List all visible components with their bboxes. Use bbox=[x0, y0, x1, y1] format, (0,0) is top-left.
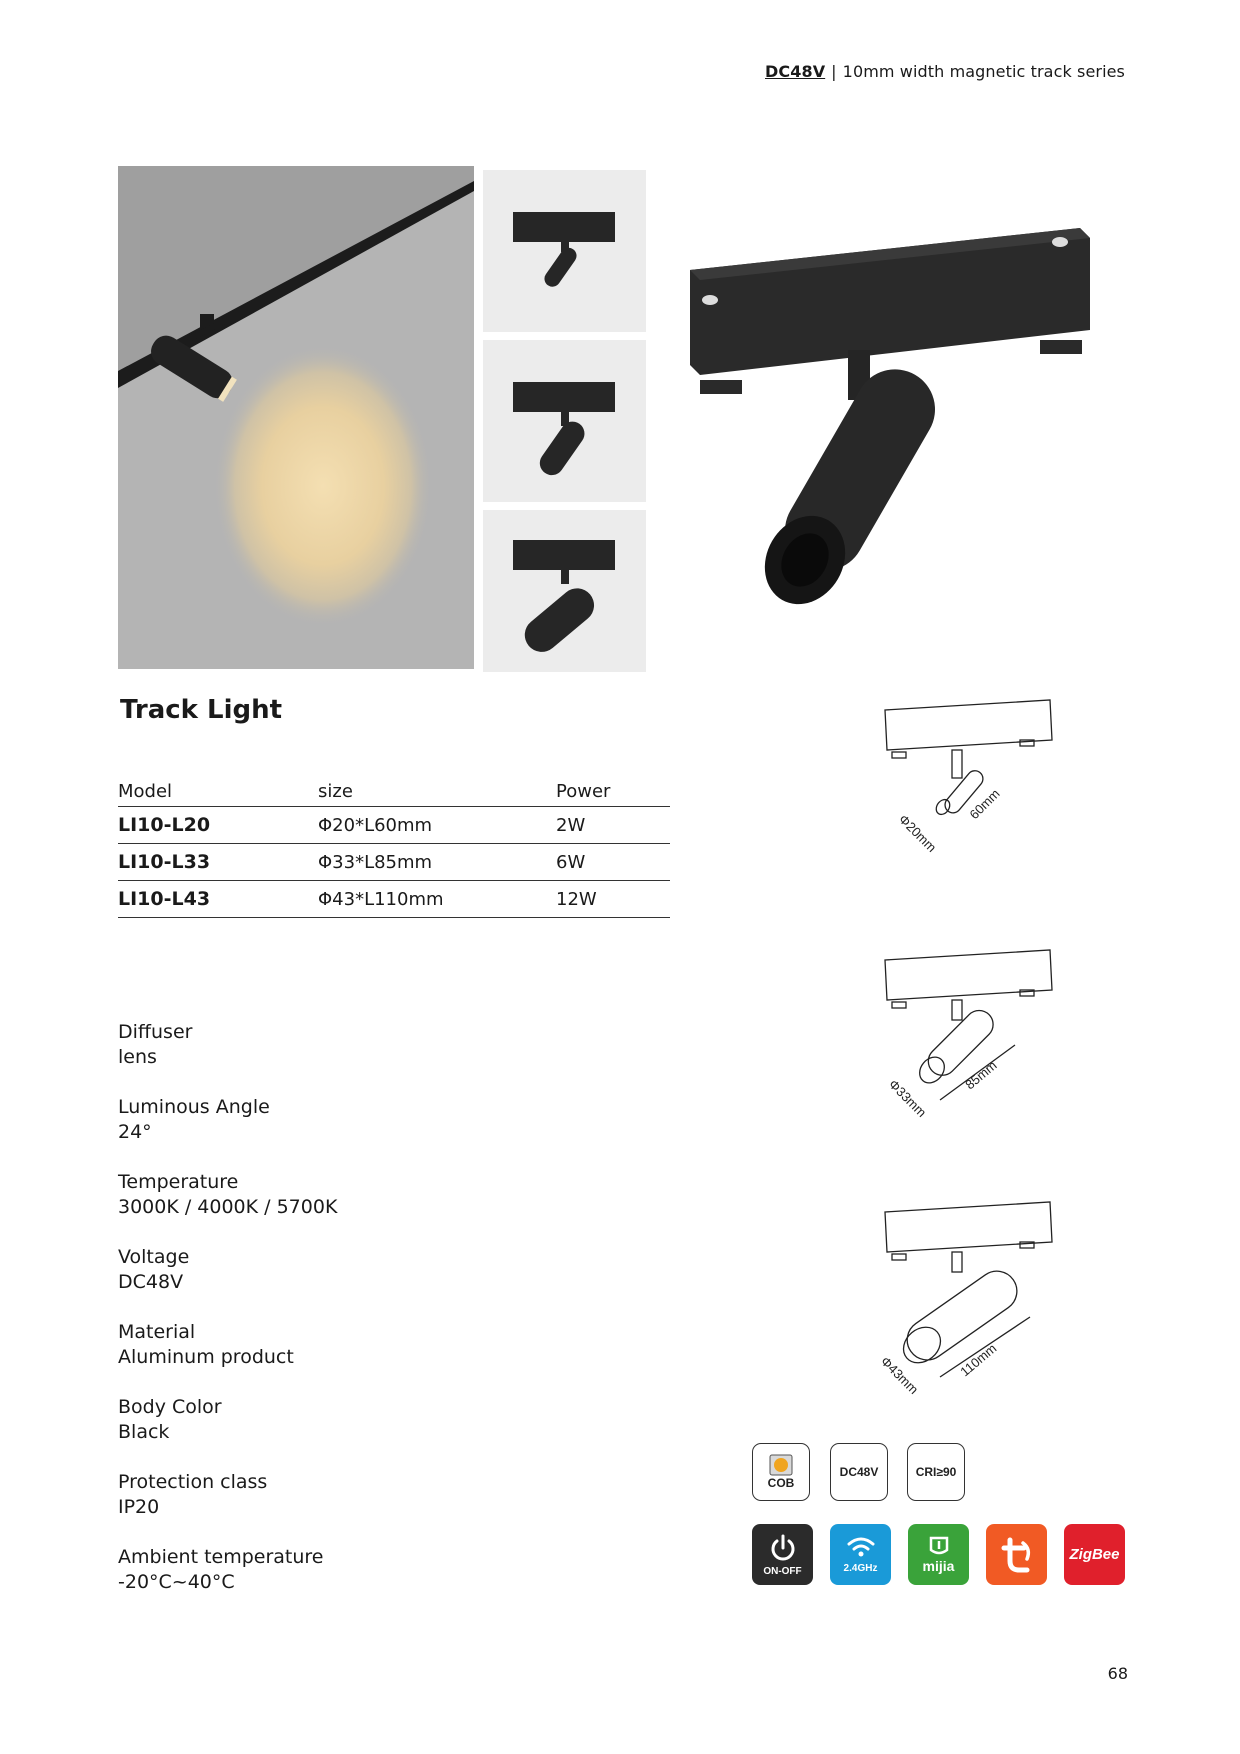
property-value: Black bbox=[118, 1421, 170, 1443]
power-cell: 12W bbox=[556, 881, 670, 918]
dimension-diagram-l43 bbox=[880, 1197, 1060, 1397]
voltage-badge bbox=[830, 1443, 888, 1501]
property-value: -20°C~40°C bbox=[118, 1571, 235, 1593]
spec-table bbox=[118, 778, 670, 918]
property-label: Material bbox=[118, 1321, 196, 1343]
cob-label: COB bbox=[767, 1476, 795, 1490]
property-label: Voltage bbox=[118, 1246, 190, 1268]
diameter-label: Φ33mm bbox=[885, 1076, 930, 1121]
product-render bbox=[680, 210, 1100, 650]
page-number: 68 bbox=[1107, 1664, 1128, 1683]
wifi-icon bbox=[846, 1535, 876, 1559]
length-label: 85mm bbox=[962, 1057, 1000, 1093]
product-title: Track Light bbox=[120, 695, 283, 725]
dimension-diagram-l20 bbox=[880, 695, 1060, 855]
wifi-badge bbox=[830, 1524, 891, 1585]
zigbee-icon: ZigBee bbox=[1069, 1546, 1120, 1563]
power-cell: 6W bbox=[556, 844, 670, 881]
property-value: lens bbox=[118, 1046, 157, 1068]
column-header-size: size bbox=[318, 778, 556, 807]
length-label: 60mm bbox=[966, 785, 1003, 823]
zigbee-badge bbox=[1064, 1524, 1125, 1585]
cob-chip-icon bbox=[768, 1454, 794, 1476]
property-label: Protection class bbox=[118, 1471, 268, 1493]
length-label: 110mm bbox=[957, 1340, 1000, 1380]
diameter-label: Φ43mm bbox=[880, 1353, 922, 1397]
property-luminous-angle bbox=[118, 1095, 538, 1145]
thumbnail-1 bbox=[483, 170, 646, 332]
tuya-icon bbox=[997, 1535, 1037, 1575]
model-cell: LI10-L20 bbox=[118, 807, 318, 844]
property-ambient-temperature bbox=[118, 1545, 538, 1595]
property-protection-class bbox=[118, 1470, 538, 1520]
table-row bbox=[118, 807, 670, 844]
property-label: Body Color bbox=[118, 1396, 222, 1418]
table-row bbox=[118, 844, 670, 881]
cob-badge bbox=[752, 1443, 810, 1501]
thumbnail-3 bbox=[483, 510, 646, 672]
property-label: Luminous Angle bbox=[118, 1096, 270, 1118]
mijia-label: mijia bbox=[922, 1557, 955, 1574]
frequency-label: 2.4GHz bbox=[843, 1563, 878, 1574]
property-voltage bbox=[118, 1245, 538, 1295]
property-label: Diffuser bbox=[118, 1021, 193, 1043]
property-value: 24° bbox=[118, 1121, 152, 1143]
size-cell: Φ43*L110mm bbox=[318, 881, 556, 918]
scene-photo bbox=[118, 166, 474, 669]
property-material bbox=[118, 1320, 538, 1370]
table-row bbox=[118, 881, 670, 918]
property-body-color bbox=[118, 1395, 538, 1445]
property-diffuser bbox=[118, 1020, 538, 1070]
dimension-diagram-l33 bbox=[880, 945, 1060, 1125]
model-cell: LI10-L43 bbox=[118, 881, 318, 918]
header-separator: | bbox=[831, 62, 837, 81]
series-name: 10mm width magnetic track series bbox=[842, 62, 1125, 81]
diameter-label: Φ20mm bbox=[895, 811, 940, 855]
column-header-model: Model bbox=[118, 778, 318, 807]
property-value: 3000K / 4000K / 5700K bbox=[118, 1196, 338, 1218]
size-cell: Φ20*L60mm bbox=[318, 807, 556, 844]
property-temperature bbox=[118, 1170, 538, 1220]
property-label: Ambient temperature bbox=[118, 1546, 324, 1568]
tuya-badge bbox=[986, 1524, 1047, 1585]
mijia-badge bbox=[908, 1524, 969, 1585]
voltage-label: DC48V bbox=[839, 1465, 879, 1479]
cri-badge bbox=[907, 1443, 965, 1501]
table-header-row bbox=[118, 778, 670, 807]
property-value: Aluminum product bbox=[118, 1346, 294, 1368]
property-value: DC48V bbox=[118, 1271, 184, 1293]
on-off-badge bbox=[752, 1524, 813, 1585]
cri-label: CRI≥90 bbox=[915, 1465, 957, 1479]
power-cell: 2W bbox=[556, 807, 670, 844]
property-value: IP20 bbox=[118, 1496, 160, 1518]
power-icon bbox=[768, 1533, 798, 1563]
page-header bbox=[765, 62, 1125, 81]
on-off-label: ON-OFF bbox=[763, 1565, 802, 1577]
thumbnail-2 bbox=[483, 340, 646, 502]
series-code: DC48V bbox=[765, 62, 826, 81]
property-label: Temperature bbox=[118, 1171, 239, 1193]
mijia-icon bbox=[927, 1536, 951, 1556]
column-header-power: Power bbox=[556, 778, 670, 807]
properties-list bbox=[118, 1020, 538, 1620]
model-cell: LI10-L33 bbox=[118, 844, 318, 881]
size-cell: Φ33*L85mm bbox=[318, 844, 556, 881]
